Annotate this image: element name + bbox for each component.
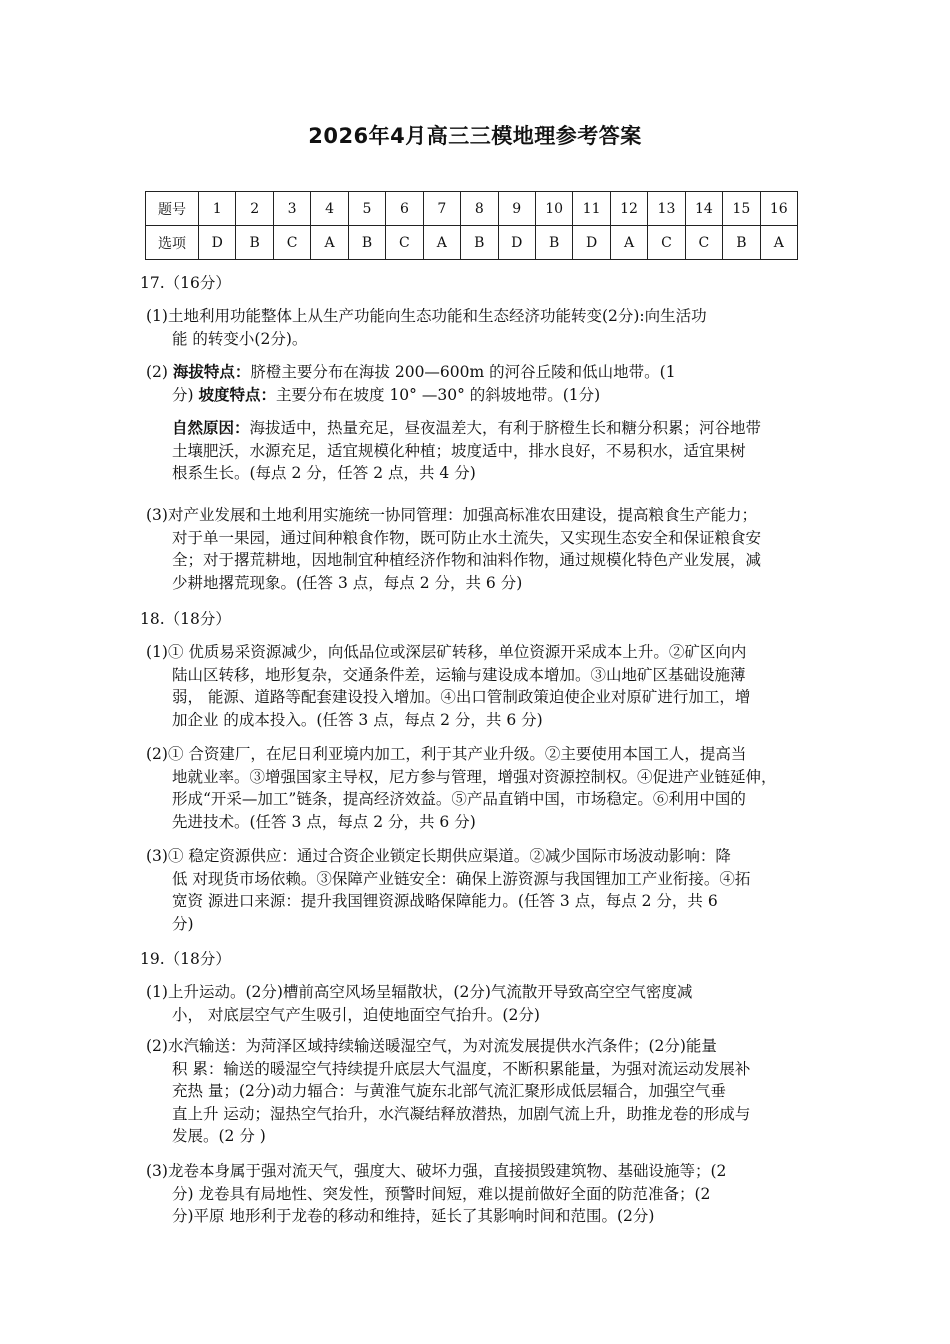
- question-number-cell: 9: [498, 192, 535, 226]
- text-line: 低 对现货市场依赖。③保障产业链安全：确保上游资源与我国锂加工产业衔接。④拓: [172, 869, 751, 888]
- q17-part2: [146, 361, 816, 406]
- q18-part1: [146, 641, 816, 731]
- row-label-answer: 选项: [146, 226, 199, 260]
- part-number: (2): [146, 363, 168, 381]
- text-segment: 脐橙主要分布在海拔 200—600m 的河谷丘陵和低山地带。(1: [250, 363, 676, 381]
- answer-choice-cell: A: [311, 226, 348, 260]
- answer-choice-cell: A: [760, 226, 797, 260]
- question-number-cell: 12: [610, 192, 647, 226]
- q17-part1: [146, 305, 816, 350]
- text-line: 小， 对底层空气产生吸引，迫使地面空气抬升。(2分): [172, 1005, 540, 1024]
- key-term-slope: 坡度特点：: [198, 385, 277, 404]
- question-number-cell: 14: [685, 192, 722, 226]
- table-row-answers: [146, 226, 798, 260]
- text-line: 宽资 源进口来源：提升我国锂资源战略保障能力。(任答 3 点，每点 2 分，共 6: [172, 892, 718, 911]
- key-term-altitude: 海拔特点：: [172, 363, 251, 381]
- table-row-numbers: [146, 192, 798, 226]
- answer-choice-cell: B: [535, 226, 572, 260]
- text-line: 分)平原 地形利于龙卷的移动和维持，延长了其影响时间和范围。(2分): [172, 1207, 655, 1226]
- answer-choice-cell: D: [199, 226, 236, 260]
- answer-choice-cell: C: [685, 226, 722, 260]
- text-line: 全；对于撂荒耕地，因地制宜种植经济作物和油料作物，通过规模化特色产业发展，减: [172, 551, 762, 570]
- question-number-cell: 3: [273, 192, 310, 226]
- page-title: 2026年4月高三三模地理参考答案: [308, 124, 642, 148]
- question-number-cell: 7: [423, 192, 460, 226]
- question-number-cell: 6: [386, 192, 423, 226]
- text-line: 少耕地撂荒现象。(任答 3 点，每点 2 分，共 6 分): [172, 573, 523, 592]
- text-line: 充热 量；(2分)动力辐合：与黄淮气旋东北部气流汇聚形成低层辐合，加强空气垂: [172, 1082, 726, 1101]
- text-line: 土壤肥沃，水源充足，适宜规模化种植；坡度适中，排水良好，不易积水，适宜果树: [172, 441, 746, 460]
- text-line: 发展。(2 分 ): [172, 1127, 266, 1146]
- text-line: 能 的转变小(2分)。: [172, 329, 308, 348]
- q17-heading: 17.（16分）: [140, 274, 231, 292]
- q18-heading: 18.（18分）: [140, 610, 231, 628]
- q18-part3: [146, 845, 816, 935]
- answer-table: [145, 191, 798, 260]
- answer-choice-cell: B: [348, 226, 385, 260]
- question-number-cell: 11: [573, 192, 610, 226]
- text-segment: 主要分布在坡度 10° —30° 的斜坡地带。(1分): [276, 385, 601, 404]
- question-number-cell: 8: [461, 192, 498, 226]
- answer-choice-cell: D: [498, 226, 535, 260]
- text-line: 分) 龙卷具有局地性、突发性，预警时间短，难以提前做好全面的防范准备；(2: [172, 1184, 711, 1203]
- text-segment: 分): [172, 385, 194, 404]
- answer-choice-cell: C: [648, 226, 685, 260]
- text-line: (1)土地利用功能整体上从生产功能向生态功能和生态经济功能转变(2分):向生活功: [146, 307, 707, 325]
- answer-choice-cell: B: [236, 226, 273, 260]
- text-line: 直上升 运动；湿热空气抬升，水汽凝结释放潜热，加剧气流上升，助推龙卷的形成与: [172, 1104, 751, 1123]
- text-line: (3)① 稳定资源供应：通过合资企业锁定长期供应渠道。②减少国际市场波动影响：降: [146, 847, 731, 865]
- q19-part2: [146, 1035, 816, 1148]
- row-label-number: 题号: [146, 192, 199, 226]
- text-segment: 海拔适中，热量充足，昼夜温差大，有利于脐橙生长和糖分积累；河谷地带: [249, 419, 762, 437]
- answer-choice-cell: A: [423, 226, 460, 260]
- question-number-cell: 10: [535, 192, 572, 226]
- answer-choice-cell: D: [573, 226, 610, 260]
- text-line: 积 累：输送的暖湿空气持续提升底层大气温度，不断积累能量，为强对流运动发展补: [172, 1059, 751, 1078]
- text-line: 地就业率。③增强国家主导权，尼方参与管理，增强对资源控制权。④促进产业链延伸，: [172, 767, 777, 786]
- text-line: (2)① 合资建厂，在尼日利亚境内加工，利于其产业升级。②主要使用本国工人，提高当: [146, 745, 747, 763]
- text-line: 形成“开采—加工”链条，提高经济效益。⑤产品直销中国，市场稳定。⑥利用中国的: [172, 790, 746, 809]
- text-line: (3)龙卷本身属于强对流天气，强度大、破坏力强，直接损毁建筑物、基础设施等；(2: [146, 1162, 727, 1180]
- text-line: 陆山区转移，地形复杂，交通条件差，运输与建设成本增加。③山地矿区基础设施薄: [172, 665, 746, 684]
- text-line: 加企业 的成本投入。(任答 3 点，每点 2 分，共 6 分): [172, 710, 543, 729]
- answer-choice-cell: B: [461, 226, 498, 260]
- text-line: 分): [172, 914, 194, 933]
- question-number-cell: 15: [723, 192, 760, 226]
- question-number-cell: 13: [648, 192, 685, 226]
- text-line: 对于单一果园，通过间种粮食作物，既可防止水土流失，又实现生态安全和保证粮食安: [172, 528, 762, 547]
- answer-choice-cell: A: [610, 226, 647, 260]
- question-number-cell: 5: [348, 192, 385, 226]
- q19-heading: 19.（18分）: [140, 950, 231, 968]
- answer-choice-cell: C: [386, 226, 423, 260]
- text-line: 弱， 能源、道路等配套建设投入增加。④出口管制政策迫使企业对原矿进行加工，增: [172, 688, 751, 707]
- text-line: 先进技术。(任答 3 点，每点 2 分，共 6 分): [172, 812, 476, 831]
- question-number-cell: 4: [311, 192, 348, 226]
- question-number-cell: 2: [236, 192, 273, 226]
- question-number-cell: 16: [760, 192, 797, 226]
- text-line: (2)水汽输送：为菏泽区域持续输送暖湿空气，为对流发展提供水汽条件；(2分)能量: [146, 1037, 717, 1055]
- key-term-natural: 自然原因：: [172, 419, 250, 437]
- q19-part1: [146, 981, 816, 1026]
- q19-part3: [146, 1160, 816, 1228]
- answer-choice-cell: B: [723, 226, 760, 260]
- q18-part2: [146, 743, 816, 833]
- q17-natural-reasons: [172, 417, 816, 485]
- q17-part3: [146, 504, 816, 594]
- text-line: (3)对产业发展和土地利用实施统一协同管理：加强高标准农田建设，提高粮食生产能力；: [146, 506, 757, 524]
- question-number-cell: 1: [199, 192, 236, 226]
- text-line: 根系生长。(每点 2 分，任答 2 点，共 4 分): [172, 464, 476, 483]
- answer-choice-cell: C: [273, 226, 310, 260]
- text-line: (1)上升运动。(2分)槽前高空风场呈辐散状，(2分)气流散开导致高空空气密度减: [146, 983, 693, 1001]
- text-line: (1)① 优质易采资源减少，向低品位或深层矿转移，单位资源开采成本上升。②矿区向内: [146, 643, 747, 661]
